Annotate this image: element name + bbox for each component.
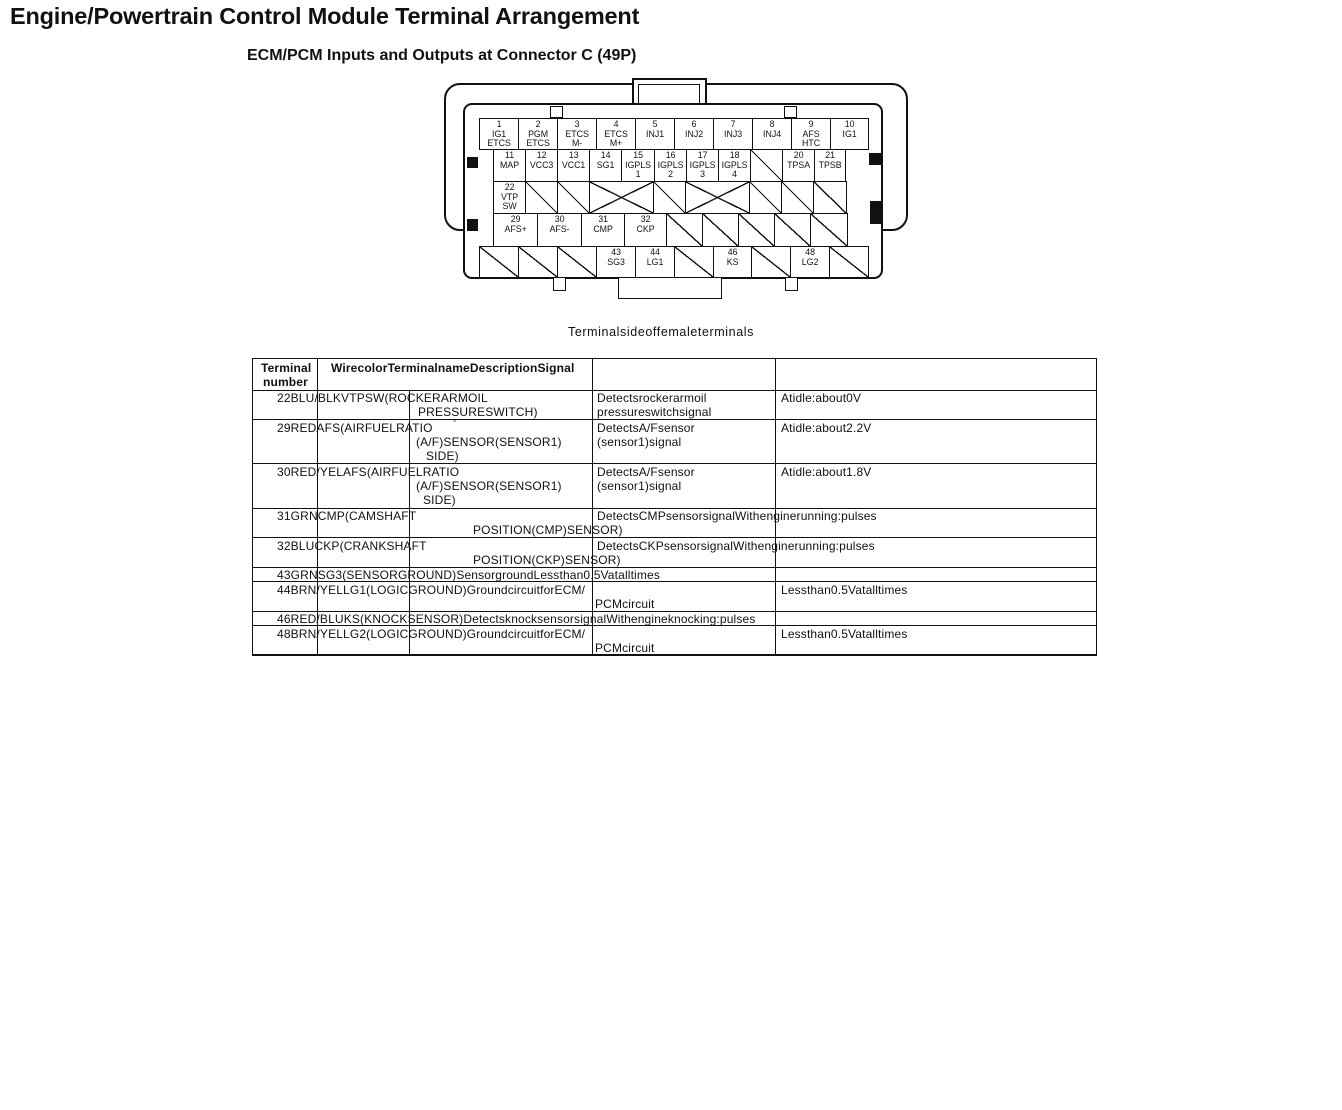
table-cell-text: 31GRNCMP(CAMSHAFT xyxy=(277,509,417,523)
table-cell-text: Atidle:about1.8V xyxy=(781,465,872,479)
table-cell-text: PRESSURESWITCH) xyxy=(418,405,538,419)
pin-blocked-cell xyxy=(774,213,811,247)
pin-label-line: PGM xyxy=(528,128,549,139)
pin-18 xyxy=(718,149,751,182)
table-cell-text: 22BLU/BLKVTPSW(ROCKERARMOIL xyxy=(277,391,488,405)
table-cell-text: (sensor1)signal xyxy=(597,435,682,449)
table-cell-text: 46RED/BLUKS(KNOCKSENSOR)DetectsknocksensorsignalWithengineknocking:pulses xyxy=(277,612,756,626)
pin-5 xyxy=(635,118,675,150)
pin-label-line: 2 xyxy=(668,169,674,180)
pin-label-line: SG1 xyxy=(596,159,615,170)
pin-label-line: SG3 xyxy=(607,256,625,267)
pin-label-line: ETCS xyxy=(565,128,589,139)
pin-12 xyxy=(525,149,558,182)
table-cell-text: 43GRNSG3(SENSORGROUND)SensorgroundLessthan0.5Vatalltimes xyxy=(277,568,660,582)
pin-label-line: 18 xyxy=(729,150,740,160)
pin-10 xyxy=(830,118,869,150)
pin-label-line: 6 xyxy=(691,119,697,129)
pin-label-line: IGPLS xyxy=(657,159,684,170)
pin-label-line: HTC xyxy=(802,138,821,149)
table-header-text: Terminal xyxy=(261,361,312,375)
pin-label-line: 22 xyxy=(504,182,515,192)
pin-label-line: IG1 xyxy=(842,128,857,139)
table-cell-text: Lessthan0.5Vatalltimes xyxy=(781,627,908,641)
pin-blocked-cell xyxy=(589,181,654,214)
table-cell-text: (A/F)SENSOR(SENSOR1) xyxy=(416,479,562,493)
pin-blocked-cell xyxy=(738,213,775,247)
pin-label-line: VCC1 xyxy=(561,159,586,170)
section-subtitle: ECM/PCM Inputs and Outputs at Connector C (49P) xyxy=(247,47,637,64)
pin-label-line: IGPLS xyxy=(721,159,748,170)
pin-label-line: TPSA xyxy=(787,159,811,170)
pin-label-line: 2 xyxy=(535,119,541,129)
pin-blocked-cell xyxy=(666,213,703,247)
pin-20 xyxy=(782,149,815,182)
pin-label-line: 5 xyxy=(652,119,658,129)
pin-label-line: 10 xyxy=(844,119,855,129)
pin-label-line: KS xyxy=(726,256,739,267)
table-row-divider xyxy=(252,463,1097,464)
pin-label-line: ETCS xyxy=(526,138,550,149)
pin-label-line: 12 xyxy=(536,150,547,160)
table-cell-text: 29REDAFS(AIRFUELRATIO xyxy=(277,421,433,435)
connector-top-notch-left xyxy=(550,106,563,118)
pin-31 xyxy=(581,213,625,247)
table-cell-text: 32BLUCKP(CRANKSHAFT xyxy=(277,539,427,553)
connector-bottom-notch-right xyxy=(785,278,798,291)
pin-label-line: CMP xyxy=(593,223,613,234)
pin-label-line: LG2 xyxy=(801,256,819,267)
table-cell-text: 44BRN/YELLG1(LOGICGROUND)GroundcircuitforECM/ xyxy=(277,583,586,597)
pin-label-line: 9 xyxy=(808,119,814,129)
pin-6 xyxy=(674,118,714,150)
pin-label-line: TPSB xyxy=(818,159,842,170)
pin-blocked-cell xyxy=(525,181,558,214)
pin-blocked-cell xyxy=(749,181,782,214)
pin-blocked-cell xyxy=(750,149,783,182)
pin-label-line: ETCS xyxy=(604,128,628,139)
pin-label-line: 20 xyxy=(793,150,804,160)
pin-blocked-cell xyxy=(557,246,597,278)
pin-blocked-cell xyxy=(702,213,739,247)
pin-label-line: SW xyxy=(502,201,517,212)
pin-label-line: MAP xyxy=(500,159,520,170)
pin-label-line: 15 xyxy=(633,150,643,160)
pin-label-line: 32 xyxy=(640,214,651,224)
pin-label-line: 13 xyxy=(568,150,579,160)
connector-top-tab-inner xyxy=(638,84,700,104)
connector-key-block xyxy=(467,157,478,168)
table-cell-text: SIDE) xyxy=(426,449,459,463)
pin-14 xyxy=(589,149,622,182)
pin-label-line: VTP xyxy=(501,191,519,202)
pin-label-line: M- xyxy=(571,138,583,149)
pin-label-line: 3 xyxy=(700,169,706,180)
pin-17 xyxy=(686,149,719,182)
pin-blocked-cell xyxy=(751,246,791,278)
pin-15 xyxy=(621,149,655,182)
connector-caption: Terminalsideoffemaleterminals xyxy=(568,325,754,339)
pin-label-line: VCC3 xyxy=(529,159,554,170)
table-header-text: number xyxy=(263,375,308,389)
table-row-divider xyxy=(252,537,1097,538)
table-cell-text: pressureswitchsignal xyxy=(597,405,712,419)
pin-label-line: 30 xyxy=(554,214,565,224)
pin-label-line: 3 xyxy=(574,119,580,129)
pin-label-line: 17 xyxy=(697,150,708,160)
pin-blocked-cell xyxy=(518,246,558,278)
pin-13 xyxy=(557,149,590,182)
connector-bottom-tab xyxy=(618,278,722,299)
pin-label-line: 46 xyxy=(727,247,738,257)
pin-11 xyxy=(493,149,526,182)
pin-label-line: INJ2 xyxy=(685,128,704,139)
pin-44 xyxy=(635,246,675,278)
pin-label-line: IGPLS xyxy=(689,159,716,170)
connector-bottom-notch-left xyxy=(553,278,566,291)
pin-29 xyxy=(493,213,538,247)
pin-blocked-cell xyxy=(829,246,869,278)
pin-16 xyxy=(654,149,687,182)
pin-label-line: AFS- xyxy=(549,223,570,234)
table-row-divider xyxy=(252,419,1097,420)
pin-label-line: CKP xyxy=(636,223,655,234)
table-cell-text: (A/F)SENSOR(SENSOR1) xyxy=(416,435,562,449)
pin-label-line: 48 xyxy=(805,247,815,257)
pin-label-line: 16 xyxy=(665,150,676,160)
pin-label-line: INJ1 xyxy=(646,128,665,139)
pin-label-line: 11 xyxy=(505,150,515,160)
pin-label-line: M+ xyxy=(609,138,623,149)
connector-key-block xyxy=(870,201,882,224)
pin-21 xyxy=(814,149,846,182)
table-cell-text: DetectsCMPsensorsignalWithenginerunning:pulses xyxy=(597,509,877,523)
pin-46 xyxy=(713,246,752,278)
pin-7 xyxy=(713,118,753,150)
table-cell-text: POSITION(CMP)SENSOR) xyxy=(473,523,623,537)
pin-blocked-cell xyxy=(653,181,686,214)
pin-label-line: 43 xyxy=(611,247,621,257)
pin-blocked-cell xyxy=(810,213,848,247)
pin-label-line: IGPLS xyxy=(625,159,652,170)
pin-label-line: 1 xyxy=(496,119,502,129)
pin-9 xyxy=(791,118,831,150)
table-cell-text: Detectsrockerarmoil xyxy=(597,391,707,405)
pin-blocked-cell xyxy=(685,181,750,214)
pin-2 xyxy=(518,118,558,150)
pin-label-line: 29 xyxy=(510,214,521,224)
pin-label-line: 8 xyxy=(769,119,775,129)
pin-label-line: 7 xyxy=(730,119,736,129)
pin-label-line: IG1 xyxy=(492,128,507,139)
table-cell-text: Atidle:about0V xyxy=(781,391,862,405)
pin-label-line: 21 xyxy=(825,150,835,160)
table-cell-text: POSITION(CKP)SENSOR) xyxy=(473,553,621,567)
table-cell-text: PCMcircuit xyxy=(595,641,655,655)
table-cell-text: ´ xyxy=(453,418,458,432)
pin-label-line: 4 xyxy=(613,119,619,129)
pin-blocked-cell xyxy=(781,181,814,214)
pin-blocked-cell xyxy=(479,246,519,278)
table-cell-text: 48BRN/YELLG2(LOGICGROUND)GroundcircuitforECM/ xyxy=(277,627,586,641)
pin-4 xyxy=(596,118,636,150)
pin-label-line: 4 xyxy=(732,169,738,180)
pin-label-line: ETCS xyxy=(487,138,511,149)
pin-30 xyxy=(537,213,582,247)
pin-3 xyxy=(557,118,597,150)
table-cell-text: (sensor1)signal xyxy=(597,479,682,493)
pin-label-line: 44 xyxy=(650,247,660,257)
pin-48 xyxy=(790,246,830,278)
pin-label-line: LG1 xyxy=(646,256,664,267)
pin-1 xyxy=(479,118,519,150)
pin-label-line: 1 xyxy=(635,169,641,180)
table-cell-text: DetectsA/Fsensor xyxy=(597,421,695,435)
pin-22 xyxy=(493,181,526,214)
page-title: Engine/Powertrain Control Module Terminal Arrangement xyxy=(10,3,640,29)
table-cell-text: Lessthan0.5Vatalltimes xyxy=(781,583,908,597)
table-cell-text: SIDE) xyxy=(423,493,456,507)
pin-43 xyxy=(596,246,636,278)
connector-key-block xyxy=(869,153,881,165)
table-cell-text: DetectsA/Fsensor xyxy=(597,465,695,479)
table-cell-text: 30RED/YELAFS(AIRFUELRATIO xyxy=(277,465,460,479)
connector-top-notch-right xyxy=(784,106,797,118)
table-cell-text: PCMcircuit xyxy=(595,597,655,611)
table-cell-text: DetectsCKPsensorsignalWithenginerunning:pulses xyxy=(597,539,875,553)
table-cell-text: Atidle:about2.2V xyxy=(781,421,872,435)
pin-label-line: AFS+ xyxy=(504,223,527,234)
pin-blocked-cell xyxy=(557,181,590,214)
pin-label-line: AFS xyxy=(802,128,820,139)
pin-blocked-cell xyxy=(674,246,714,278)
table-header-text: WirecolorTerminalnameDescriptionSignal xyxy=(331,361,575,375)
pin-8 xyxy=(752,118,792,150)
pin-blocked-cell xyxy=(813,181,847,214)
pin-label-line: 14 xyxy=(600,150,611,160)
pin-32 xyxy=(624,213,667,247)
connector-key-block xyxy=(467,219,478,231)
pin-label-line: INJ3 xyxy=(724,128,743,139)
pin-label-line: 31 xyxy=(598,214,608,224)
pin-label-line: INJ4 xyxy=(763,128,782,139)
